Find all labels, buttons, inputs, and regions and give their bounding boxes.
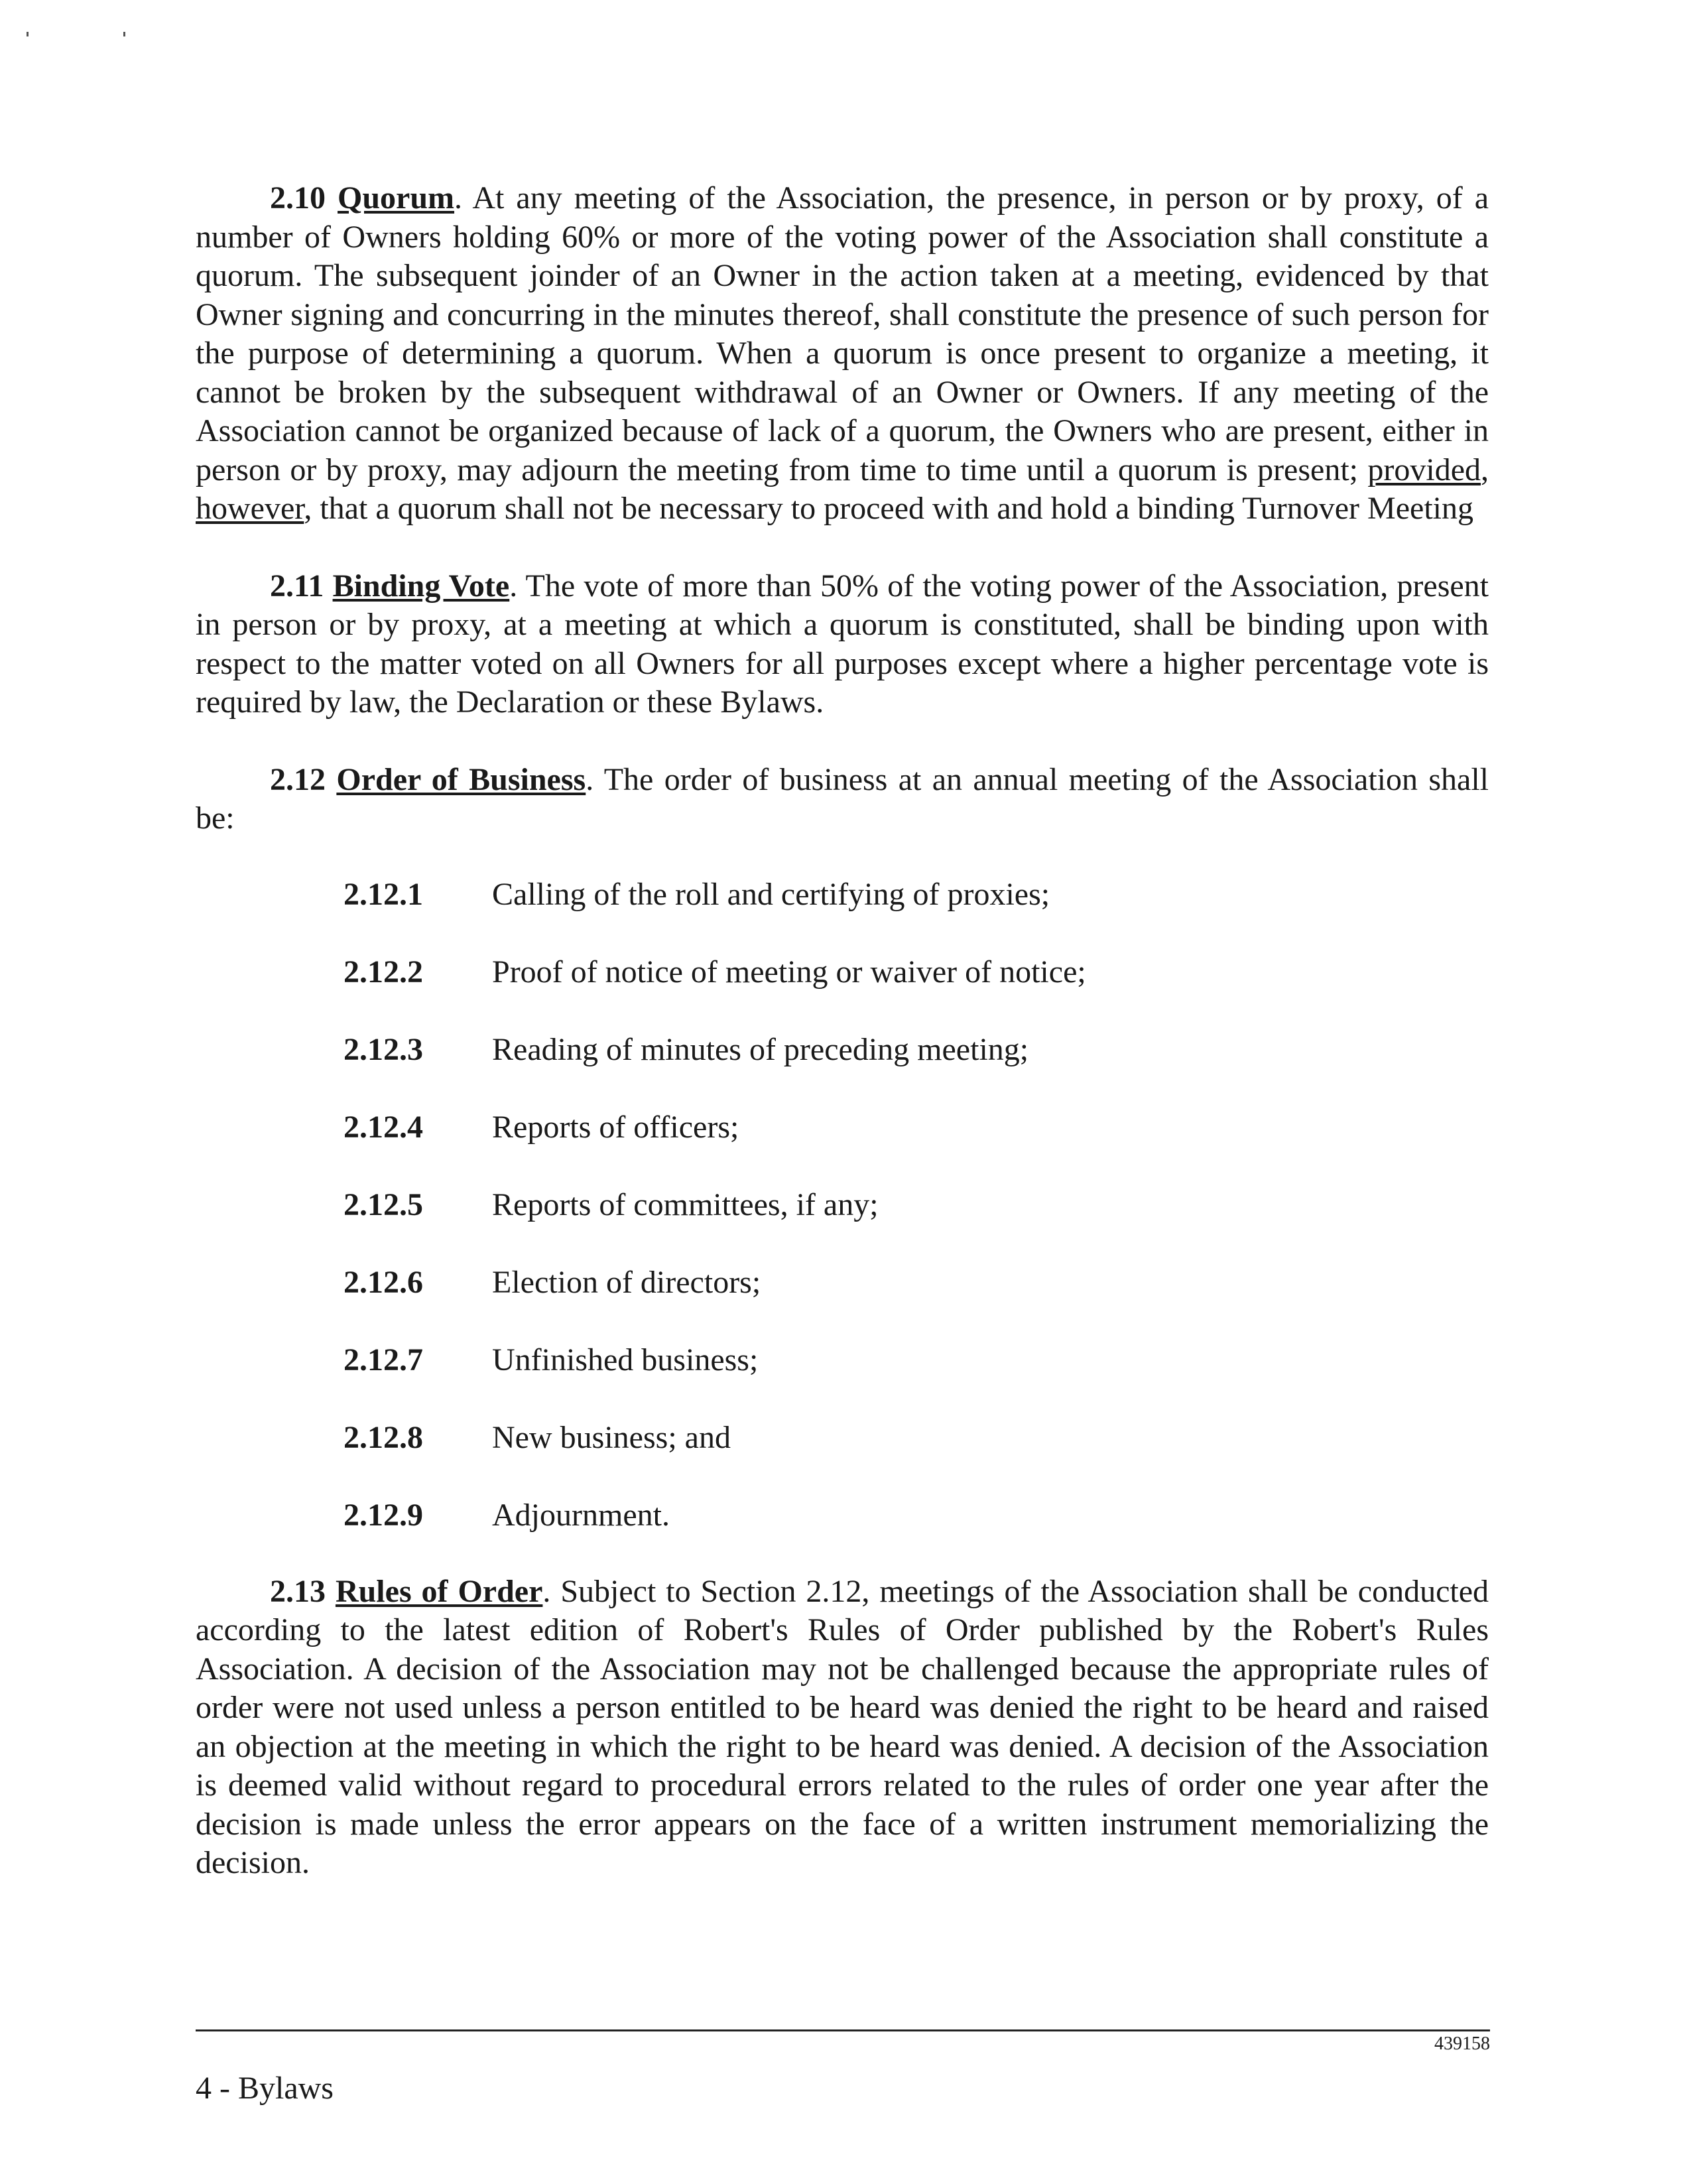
list-item-text: Calling of the roll and certifying of proxies; — [492, 876, 1050, 912]
list-item — [196, 1341, 1489, 1419]
list-item — [196, 875, 1489, 953]
section-title: Quorum — [338, 180, 455, 216]
emphasis-provided: provided — [1367, 452, 1481, 487]
list-item-number: 2.12.4 — [343, 1109, 423, 1145]
page-footer-label: 4 - Bylaws — [196, 2071, 334, 2106]
list-item — [196, 1031, 1489, 1108]
punctuation: , — [1481, 452, 1489, 487]
list-item-text: Reports of officers; — [492, 1109, 739, 1145]
scan-speck-left — [27, 32, 29, 36]
list-item-text: Reports of committees, if any; — [492, 1187, 879, 1222]
section-2-11-binding-vote — [196, 567, 1489, 722]
list-item-text: Unfinished business; — [492, 1342, 759, 1378]
list-item-number: 2.12.3 — [343, 1031, 423, 1067]
list-item-number: 2.12.6 — [343, 1264, 423, 1300]
section-2-12-order-of-business — [196, 761, 1489, 838]
list-item-number: 2.12.5 — [343, 1187, 423, 1222]
scan-speck-right — [123, 32, 125, 36]
list-item-text: Election of directors; — [492, 1264, 761, 1300]
section-title: Order of Business — [336, 761, 586, 797]
list-item-text: Proof of notice of meeting or waiver of notice; — [492, 954, 1086, 990]
section-number: 2.11 — [270, 568, 324, 604]
list-item — [196, 953, 1489, 1031]
list-item — [196, 1186, 1489, 1263]
section-title: Binding Vote — [332, 568, 510, 604]
section-body: . Subject to Section 2.12, meetings of the Association shall be conducted according to the latest edition of Robert's Rules of Order published by the Robert's Rules Association. A decision of the Association may not be challenged because the appropriate rules of order were not used unless a person entitled to be heard was denied the right to be heard and raised an objection at the meeting in which the right to be heard was denied. A decision of the Association is deemed valid without regard to procedural errors related to the rules of order one year after the decision is made unless the error appears on the face of a written instrument memorializing the decision. — [196, 1573, 1489, 1880]
section-number: 2.13 — [270, 1573, 326, 1609]
document-body — [196, 179, 1489, 1883]
section-body: . The vote of more than 50% of the voting power of the Association, present in person or by proxy, at a meeting at which a quorum is constituted, shall be binding upon with respect to the matter voted on all Owners for all purposes except where a higher percentage vote is required by law, the Declaration or these Bylaws. — [196, 568, 1489, 720]
list-item-number: 2.12.7 — [343, 1342, 423, 1378]
section-body-tail: , that a quorum shall not be necessary to proceed with and hold a binding Turnover Meeting — [304, 491, 1473, 526]
list-item-number: 2.12.8 — [343, 1419, 423, 1455]
list-item — [196, 1263, 1489, 1341]
list-item-number: 2.12.9 — [343, 1497, 423, 1533]
list-item-text: Reading of minutes of preceding meeting; — [492, 1031, 1029, 1067]
list-item-number: 2.12.1 — [343, 876, 423, 912]
list-item — [196, 1419, 1489, 1496]
list-item-text: Adjournment. — [492, 1497, 670, 1533]
list-item-number: 2.12.2 — [343, 954, 423, 990]
section-2-10-quorum — [196, 179, 1489, 529]
section-body: . At any meeting of the Association, the presence, in person or by proxy, of a number of Owners holding 60% or more of the voting power of the Association shall constitute a quorum. The subsequent joinder of an Owner in the action taken at a meeting, evidenced by that Owner signing and concurring in the minutes thereof, shall constitute the presence of such person for the purpose of determining a quorum. When a quorum is once present to organize a meeting, it cannot be broken by the subsequent withdrawal of an Owner or Owners. If any meeting of the Association cannot be organized because of lack of a quorum, the Owners who are present, either in person or by proxy, may adjourn the meeting from time to time until a quorum is present; — [196, 180, 1489, 487]
list-item-text: New business; and — [492, 1419, 731, 1455]
section-title: Rules of Order — [335, 1573, 543, 1609]
section-number: 2.12 — [270, 761, 326, 797]
footer-divider — [196, 2029, 1490, 2031]
emphasis-however: however — [196, 491, 304, 526]
list-item — [196, 1108, 1489, 1186]
document-id: 439158 — [1434, 2033, 1490, 2054]
list-item — [196, 1496, 1489, 1574]
section-body: . The order of business at an annual meeting of the Association shall be: — [196, 761, 1489, 836]
section-2-13-rules-of-order — [196, 1573, 1489, 1883]
section-number: 2.10 — [270, 180, 326, 216]
order-of-business-list — [196, 875, 1489, 1574]
